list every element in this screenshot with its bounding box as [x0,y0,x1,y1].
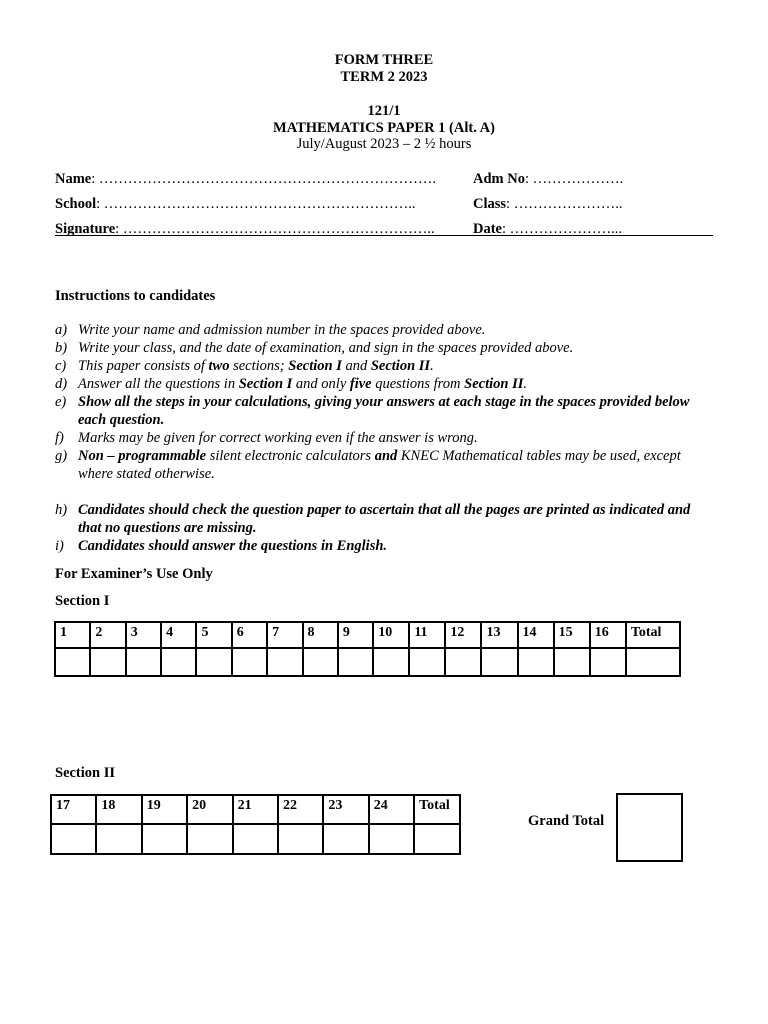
section1-score-cell[interactable] [373,648,409,676]
instructions-heading: Instructions to candidates [55,288,216,304]
section1-col-header: 16 [590,622,626,648]
section1-score-row [55,648,680,676]
section2-col-header: 23 [323,795,368,824]
instruction-label: c) [55,358,67,374]
instruction-label: h) [55,502,68,518]
paper-session: July/August 2023 – 2 ½ hours [296,136,472,152]
section1-col-header: 7 [267,622,302,648]
class-field[interactable] [473,195,622,213]
school-dots: : ……………………………………………………….. [96,196,416,212]
instruction-c [55,357,715,375]
section2-score-cell[interactable] [187,824,232,854]
section1-score-cell[interactable] [90,648,125,676]
adm-label: Adm No [473,171,525,187]
section1-col-header: 8 [303,622,338,648]
class-label: Class [473,196,507,212]
instruction-g [55,447,715,483]
section1-score-cell[interactable] [518,648,554,676]
instruction-label: f) [55,430,64,446]
instruction-label: e) [55,394,67,410]
instruction-label: d) [55,376,68,392]
instruction-label: b) [55,340,68,356]
section1-col-header: 15 [554,622,590,648]
date-dots: : …………………... [502,221,623,237]
section1-col-header: 3 [126,622,161,648]
instruction-d [55,375,715,393]
section1-col-header: 5 [196,622,231,648]
section1-score-cell[interactable] [161,648,196,676]
section1-score-cell[interactable] [303,648,338,676]
section1-col-header: 4 [161,622,196,648]
instruction-label: g) [55,448,68,464]
instruction-text: Candidates should check the question paper to ascertain that all the pages are printed as indicated and that no questions are missing. [78,502,691,536]
instruction-label: i) [55,538,64,554]
instruction-text: Show all the steps in your calculations, giving your answers at each stage in the spaces provided below each question. [78,394,690,428]
section2-score-row [51,824,460,854]
header-divider [55,235,713,236]
section2-col-header: 19 [142,795,187,824]
section1-col-header: 10 [373,622,409,648]
section2-score-cell[interactable] [233,824,278,854]
section2-label: Section II [55,765,116,781]
instruction-h [55,501,715,537]
section2-header-row [51,795,460,824]
section2-col-header: 22 [278,795,323,824]
section2-col-header: 24 [369,795,414,824]
section1-score-cell[interactable] [409,648,445,676]
name-label: Name [55,171,92,187]
instruction-b [55,339,715,357]
name-dots: : ……………………………………………………………. [91,171,437,187]
section1-score-cell[interactable] [554,648,590,676]
name-field[interactable] [55,170,436,188]
section1-score-cell[interactable] [338,648,373,676]
section1-score-cell[interactable] [445,648,481,676]
section1-col-header: 12 [445,622,481,648]
instruction-e [55,393,715,429]
school-label: School [55,196,97,212]
date-label: Date [473,221,502,237]
section2-marks-table [50,794,461,855]
paper-code: 121/1 [367,103,401,119]
section1-label: Section I [55,593,110,609]
section1-score-cell[interactable] [126,648,161,676]
examiner-heading: For Examiner’s Use Only [55,566,213,582]
instruction-label: a) [55,322,68,338]
section2-col-header: 18 [96,795,141,824]
section1-score-cell[interactable] [232,648,267,676]
form-title: FORM THREE [334,52,434,68]
paper-title: MATHEMATICS PAPER 1 (Alt. A) [273,120,495,136]
section2-score-cell[interactable] [323,824,368,854]
section1-col-header: 9 [338,622,373,648]
instruction-text: Write your name and admission number in the spaces provided above. [78,322,486,338]
section1-score-cell[interactable] [481,648,517,676]
instruction-text: Marks may be given for correct working even if the answer is wrong. [78,430,478,446]
term-title: TERM 2 2023 [340,69,428,85]
section1-score-cell[interactable] [626,648,680,676]
section1-col-header: 1 [55,622,90,648]
instruction-i [55,537,715,555]
school-field[interactable] [55,195,416,213]
section1-col-header: 2 [90,622,125,648]
instruction-text: Answer all the questions in Section I and only five questions from Section II. [78,376,527,392]
grand-total-label: Grand Total [528,813,605,829]
section1-col-header: 13 [481,622,517,648]
section2-score-cell[interactable] [414,824,460,854]
class-dots: : ………………….. [506,196,623,212]
section2-score-cell[interactable] [142,824,187,854]
section1-col-header: 14 [518,622,554,648]
signature-label: Signature [55,221,116,237]
instruction-text: This paper consists of two sections; Section I and Section II. [78,358,434,374]
section1-marks-table [54,621,681,677]
section2-col-header: Total [414,795,460,824]
section1-col-header: 6 [232,622,267,648]
instruction-text: Non – programmable silent electronic calculators and KNEC Mathematical tables may be used, except where stated otherwise. [78,448,681,482]
section2-col-header: 21 [233,795,278,824]
instruction-f [55,429,715,447]
section2-score-cell[interactable] [96,824,141,854]
section2-score-cell[interactable] [51,824,96,854]
signature-dots: : ……………………………………………………….. [115,221,435,237]
adm-dots: : ………………. [524,171,624,187]
section1-score-cell[interactable] [196,648,231,676]
section1-score-cell[interactable] [55,648,90,676]
section1-col-header: Total [626,622,680,648]
section1-col-header: 11 [409,622,445,648]
section2-col-header: 17 [51,795,96,824]
adm-field[interactable] [473,170,623,188]
instruction-text: Write your class, and the date of examination, and sign in the spaces provided above. [78,340,574,356]
section1-score-cell[interactable] [590,648,626,676]
instruction-a [55,321,715,339]
section1-header-row [55,622,680,648]
section2-score-cell[interactable] [369,824,414,854]
section2-score-cell[interactable] [278,824,323,854]
section1-score-cell[interactable] [267,648,302,676]
section2-col-header: 20 [187,795,232,824]
instruction-text: Candidates should answer the questions in English. [78,538,388,554]
grand-total-box[interactable] [616,793,683,862]
